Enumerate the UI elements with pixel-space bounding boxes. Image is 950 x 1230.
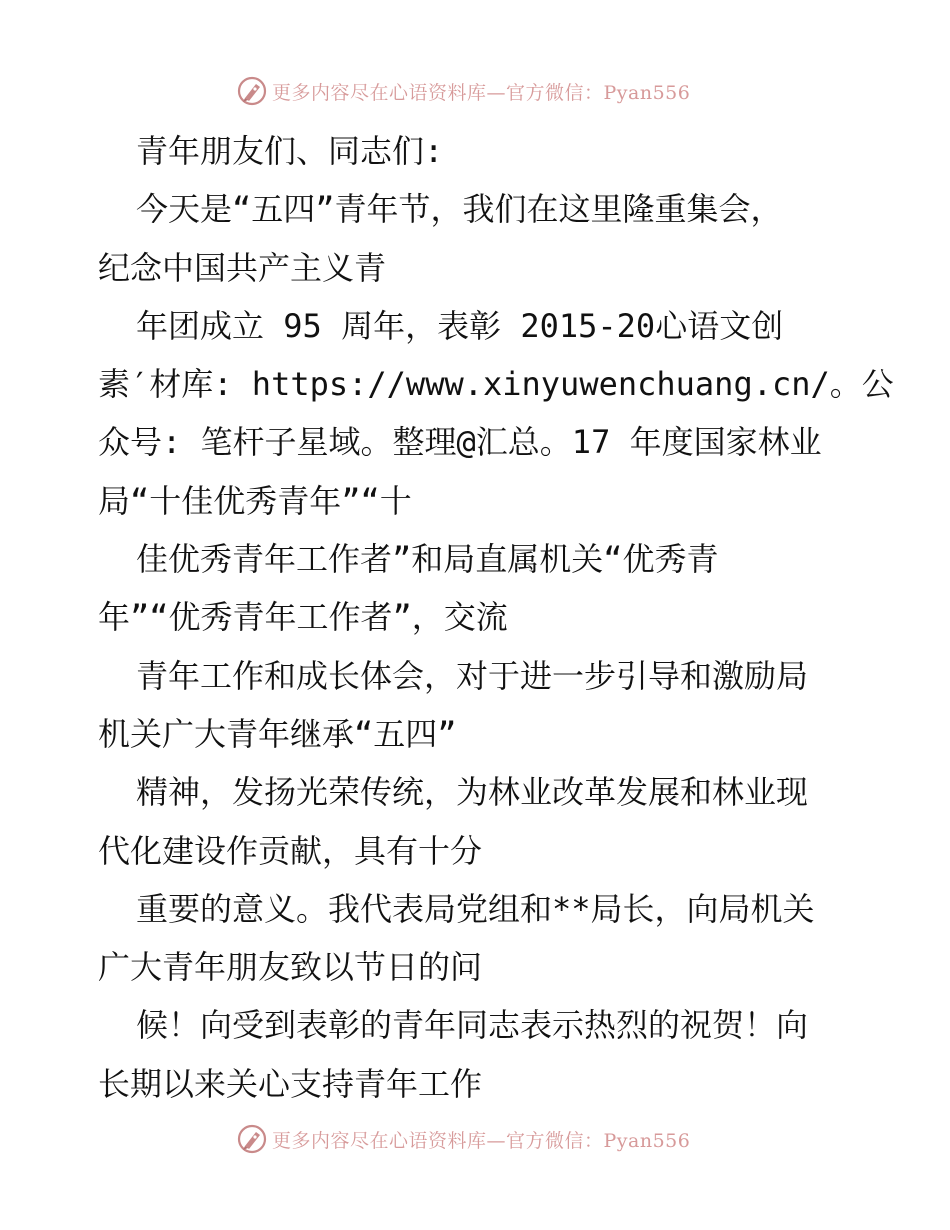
text-line: 长期以来关心支持青年工作 [98, 1064, 483, 1103]
footer-watermark-text: 更多内容尽在心语资料库—官方微信：Pyan556 [272, 1129, 691, 1152]
pen-nib-logo-icon [236, 1123, 268, 1155]
text-line: 代化建设作贡献，具有十分 [98, 831, 483, 870]
pen-nib-logo-icon [236, 75, 268, 107]
text-line: 众号: 笔杆子星域。整理@汇总。17 年度国家林业 [98, 423, 822, 462]
text-line: 青年朋友们、同志们: [136, 132, 444, 170]
text-line: 机关广大青年继承“五四” [98, 714, 457, 753]
footer-watermark-banner [236, 1122, 690, 1156]
text-line: 素′材库: https://www.xinyuwenchuang.cn/。公 [98, 365, 894, 404]
document-body [98, 122, 894, 1113]
text-line: 精神，发扬光荣传统，为林业改革发展和林业现 [136, 773, 809, 812]
text-line: 重要的意义。我代表局党组和**局长，向局机关 [136, 889, 815, 928]
text-line: 年”“优秀青年工作者”，交流 [98, 598, 508, 637]
text-line: 年团成立 95 周年，表彰 2015-20心语文创 [136, 306, 784, 345]
text-line: 纪念中国共产主义青 [98, 248, 387, 287]
header-watermark-banner [236, 74, 690, 108]
text-line: 候！向受到表彰的青年同志表示热烈的祝贺！向 [136, 1006, 809, 1045]
text-line: 广大青年朋友致以节日的问 [98, 948, 483, 987]
text-line: 佳优秀青年工作者”和局直属机关“优秀青 [136, 540, 719, 579]
text-line: 今天是“五四”青年节，我们在这里隆重集会， [136, 190, 783, 229]
header-watermark-text: 更多内容尽在心语资料库—官方微信：Pyan556 [272, 81, 691, 104]
text-line: 局“十佳优秀青年”“十 [98, 481, 412, 520]
text-line: 青年工作和成长体会，对于进一步引导和激励局 [136, 656, 809, 695]
